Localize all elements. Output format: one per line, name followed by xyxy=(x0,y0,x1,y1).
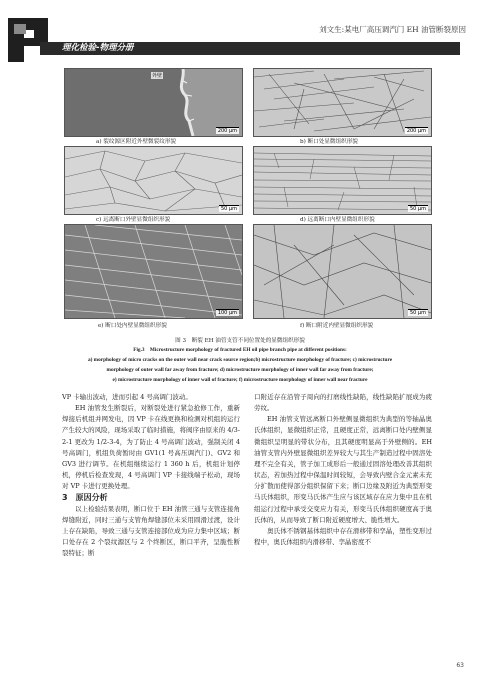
micrograph-b xyxy=(253,68,432,137)
page-number: 63 xyxy=(456,662,464,669)
caption-a: a) 裂纹源区附近外壁微裂纹形貌 xyxy=(96,139,177,145)
figure-title-cn: 图 3 断裂 EH 油管支管不同位置处的显微组织形貌 xyxy=(175,338,305,344)
scale-bar-d: 50 μm xyxy=(409,206,426,212)
running-title: 刘文生:某电厂高压调汽门 EH 油管断裂原因 xyxy=(319,25,466,34)
micrograph-c-image xyxy=(65,147,242,214)
scale-bar-b: 200 μm xyxy=(406,128,426,134)
scale-bar-f: 50 μm xyxy=(409,310,426,316)
left-paragraph-3: 以上检验结果表明，断口位于 EH 油管三通与支管连接角焊缝附近，同时三通与支管角焊缝部位未采用圆滑过渡，设计上存在缺陷，导致三通与支管连接部位成为应力集中区域；断口处存在 2 个裂纹源区与 2 个终断区，断口平齐，呈脆性断裂特征；断 xyxy=(62,504,240,558)
caption-b: b) 断口处显微组织形貌 xyxy=(300,139,358,145)
scale-bar-a: 200 μm xyxy=(217,128,237,134)
scale-bar-c: 50 μm xyxy=(220,206,237,212)
scale-bar-e: 100 μm xyxy=(217,310,237,316)
figure-title-en-2: a) morphology of micro cracks on the outer wall near crack source region;b) microstructure morphology of fracture; c) microstructure xyxy=(87,357,393,363)
micrograph-e-image xyxy=(65,225,242,318)
left-paragraph-1: VP 卡输出波动，进而引起 4 号高调门波动。 xyxy=(62,393,192,401)
journal-name: 理化检验-物理分册 xyxy=(62,43,134,53)
left-paragraph-2: EH 油管发生断裂后，对断裂处进行紧急抢修工作，重新焊接后机组并网发电，因 VP 卡在线更换和检测对机组的运行产生较大的风险，现场采取了临时措施，将阀序由原来的 4/3-2-1 更改为 1/2-3-4，为了防止 4 号高调门波动，强制关闭 4 号高调门，机组负荷暂时由 GV1(1 号高压调汽门)、GV2 和 GV3 进行调节。在机组继续运行 1 360 h 后，机组计划停机，停机后检查发现，4 号高调门 VP 卡接线端子松动，现场对 VP 卡进行更换处理。 xyxy=(62,404,240,491)
micrograph-d xyxy=(253,146,432,215)
caption-d: d) 远离断口内壁显微组织形貌 xyxy=(300,217,375,223)
left-column xyxy=(62,392,240,559)
micrograph-a xyxy=(64,68,243,137)
right-column xyxy=(254,392,432,548)
micrograph-b-image xyxy=(254,69,431,136)
micrograph-e xyxy=(64,224,243,319)
figure-title-en-3: morphology of outer wall far away from fracture; d) microstructure morphology of inner wall far away from fracture; xyxy=(106,367,374,373)
right-paragraph-3: 奥氏体不锈钢基体组织中存在滑移带和孪晶，塑性变形过程中，奥氏体组织内滑移带、孪晶密度不 xyxy=(254,526,432,547)
caption-f: f) 断口附近内壁显微组织形貌 xyxy=(300,323,374,329)
micrograph-f xyxy=(253,224,432,319)
micrograph-d-image xyxy=(254,147,431,214)
figure-title-en-4: e) microstructure morphology of inner wall of fracture; f) microstructure morphology of inner wall near fracture xyxy=(112,377,368,383)
section-heading: 3 原因分析 xyxy=(62,493,108,503)
right-paragraph-2: EH 油管支管远离断口外壁侧显微组织为典型的等轴晶奥氏体组织，显微组织正常，且硬度正常，远离断口处内壁侧显微组织呈明显的带状分布，且其硬度明显高于外壁侧的。EH 油管支管内外壁显微组织差异较大与其生产制造过程中固溶处理不完全有关，管子加工成形后一般通过固溶处理改善其组织状态，若加热过程中保温时间较短，会导致内壁合金元素未充分扩散而使得部分组织保留下来；断口边缘及附近为典型形变马氏体组织，形变马氏体产生应与该区域存在应力集中且在机组运行过程中承受交变应力有关，形变马氏体组织硬度高于奥氏体的，从而导致了断口附近硬度增大、脆性增大。 xyxy=(254,415,432,524)
micrograph-a-image xyxy=(65,69,242,136)
caption-e: e) 断口处内壁显微组织形貌 xyxy=(98,323,167,329)
micrograph-f-image xyxy=(254,225,431,318)
journal-logo-icon xyxy=(4,16,60,62)
page-header xyxy=(0,0,480,62)
figure-title-en-1: Fig.3 Microstructure morphology of fractured EH oil pipe branch pipe at different positions: xyxy=(133,347,347,353)
right-paragraph-1: 口附近存在沿管子周向的打磨线性缺陷，线性缺陷扩展成为疲劳纹。 xyxy=(254,393,432,413)
micrograph-c xyxy=(64,146,243,215)
caption-c: c) 远离断口外壁显微组织形貌 xyxy=(96,217,171,223)
outer-wall-label: 外壁 xyxy=(152,73,163,79)
